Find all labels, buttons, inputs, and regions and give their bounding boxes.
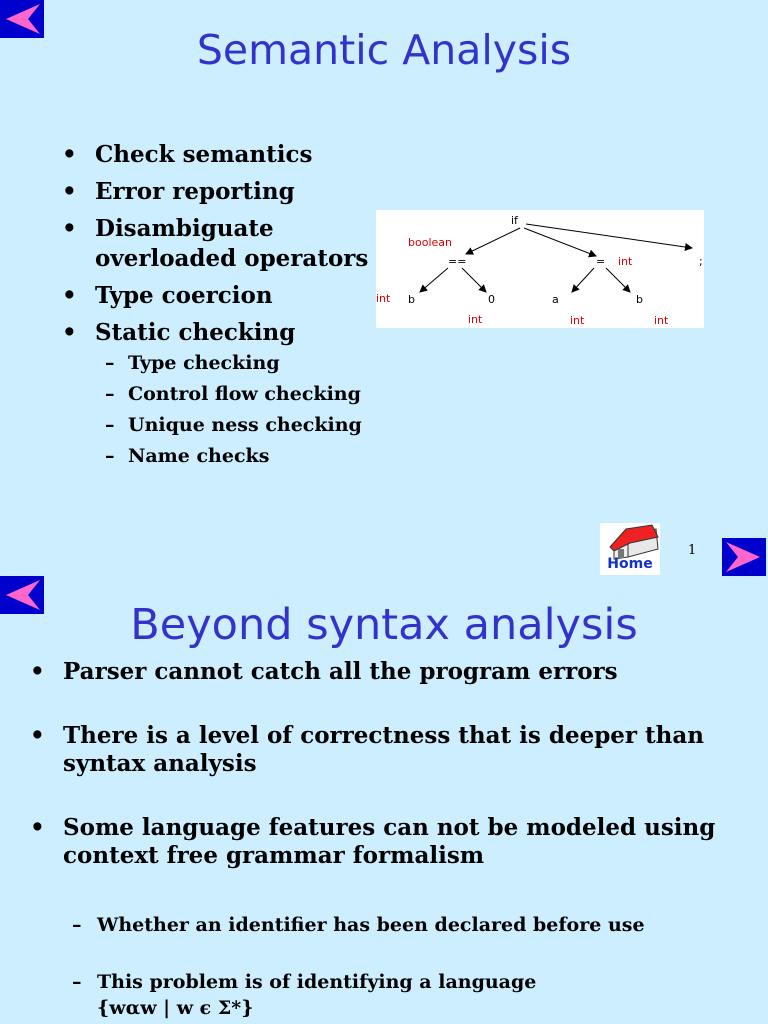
- type-annotation: boolean: [408, 236, 452, 249]
- tree-edge: [420, 268, 448, 292]
- sub-list-item: – Control flow checking: [95, 379, 385, 410]
- tree-node: ;: [699, 255, 703, 268]
- slide-2: [0, 576, 768, 1024]
- tree-node: b: [408, 293, 415, 306]
- list-item: • There is a level of correctness that is deeper than syntax analysis: [30, 722, 750, 778]
- sub-bullet-list: [95, 348, 385, 472]
- sub-bullet-list: [64, 969, 554, 1021]
- bullet-list: [30, 658, 750, 890]
- tree-edge: [572, 268, 594, 292]
- sub-list-item: – Whether an identifier has been declared before use: [64, 912, 744, 938]
- home-label: Home: [607, 556, 653, 572]
- type-annotation: int: [654, 314, 669, 327]
- slide-title: Beyond syntax analysis: [130, 600, 638, 650]
- tree-node: a: [552, 293, 559, 306]
- list-item: • Error reporting: [62, 177, 385, 207]
- type-annotation: int: [468, 313, 483, 326]
- sub-list-item: – Unique ness checking: [95, 410, 385, 441]
- list-item: • Some language features can not be modeled using context free grammar formalism: [30, 814, 750, 870]
- bullet-list: [62, 140, 385, 479]
- sub-list-item: – Type checking: [95, 348, 385, 379]
- list-item: • Disambiguate overloaded operators: [62, 214, 385, 274]
- tree-node: if: [511, 214, 518, 227]
- type-annotation: int: [618, 255, 633, 268]
- slide-title: Semantic Analysis: [196, 26, 572, 74]
- home-button[interactable]: [600, 523, 660, 575]
- page-number: 1: [688, 543, 697, 558]
- tree-edge: [462, 268, 486, 292]
- tree-edge: [466, 228, 520, 254]
- list-item: • Parser cannot catch all the program errors: [30, 658, 750, 686]
- right-arrow-icon: [722, 538, 766, 576]
- tree-edge: [606, 268, 630, 292]
- list-item: • Check semantics: [62, 140, 385, 170]
- syntax-tree-diagram: [376, 210, 704, 328]
- tree-edge: [526, 224, 692, 248]
- type-annotation: int: [376, 292, 391, 305]
- sub-bullet-list: [64, 912, 744, 938]
- sub-list-item: – This problem is of identifying a language {wαw | w є Σ*}: [64, 969, 554, 1021]
- tree-node: ==: [448, 255, 467, 268]
- sub-list-item: – Name checks: [95, 441, 385, 472]
- list-item: [62, 318, 385, 472]
- tree-node: b: [636, 293, 643, 306]
- type-annotation: int: [570, 314, 585, 327]
- next-slide-button[interactable]: [722, 538, 766, 576]
- list-item-label: Static checking: [95, 319, 296, 346]
- tree-node: =: [596, 255, 606, 268]
- tree-node: 0: [488, 293, 495, 306]
- list-item: • Type coercion: [62, 281, 385, 311]
